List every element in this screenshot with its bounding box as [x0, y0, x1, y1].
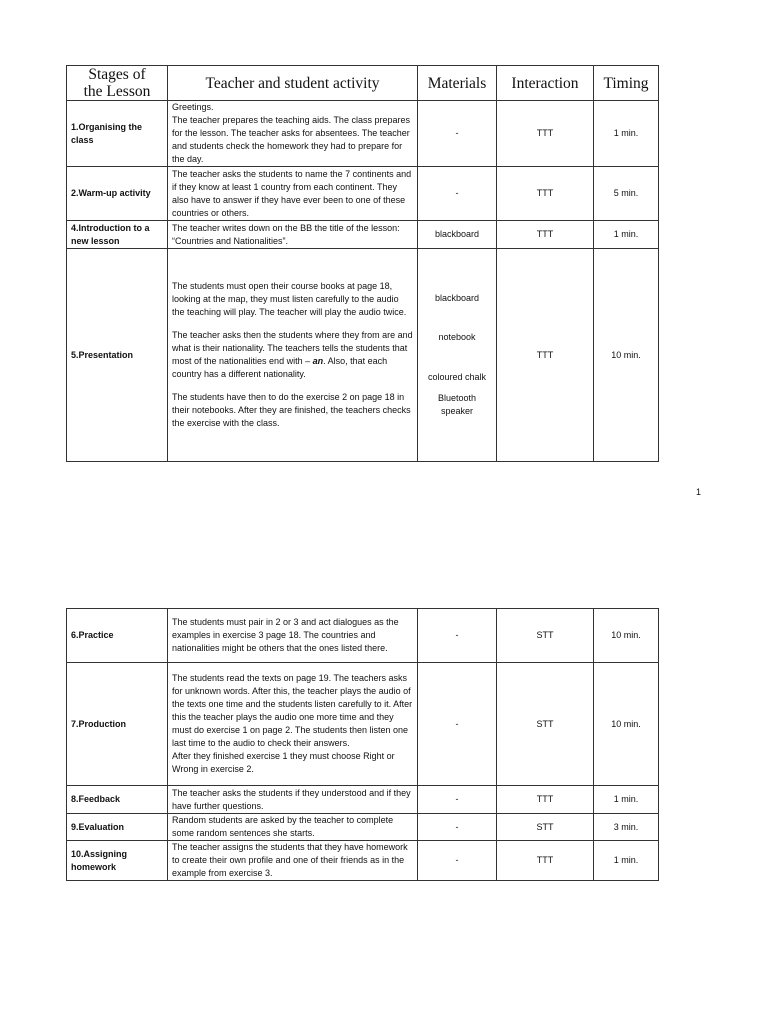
- activity-cell: The students read the texts on page 19. The teachers asks for unknown words. After this, the teacher plays the audio of the texts one time and the students listen carefully to it. After this the teacher plays the audio one more time and they must do exercise 1 on page 2. The students then listen one last time to the audio to check their answers. After they finished exercise 1 they must choose Right or Wrong in exercise 2.: [168, 663, 418, 786]
- interaction-cell: TTT: [497, 841, 594, 881]
- timing-cell: 1 min.: [594, 221, 659, 249]
- stage-cell: 9.Evaluation: [67, 814, 168, 841]
- interaction-cell: STT: [497, 663, 594, 786]
- interaction-cell: STT: [497, 609, 594, 663]
- materials-cell: -: [418, 786, 497, 814]
- interaction-cell: TTT: [497, 167, 594, 221]
- interaction-cell: TTT: [497, 786, 594, 814]
- timing-cell: 3 min.: [594, 814, 659, 841]
- materials-cell: -: [418, 167, 497, 221]
- interaction-cell: TTT: [497, 101, 594, 167]
- table-row: [67, 101, 659, 167]
- materials-cell: -: [418, 663, 497, 786]
- timing-cell: 10 min.: [594, 249, 659, 462]
- table-row: [67, 609, 659, 663]
- table-row: [67, 167, 659, 221]
- table-row: [67, 221, 659, 249]
- table-row: [67, 663, 659, 786]
- stage-cell: 7.Production: [67, 663, 168, 786]
- materials-cell: -: [418, 609, 497, 663]
- activity-cell: [168, 249, 418, 462]
- header-stages: Stages of the Lesson: [67, 66, 168, 101]
- activity-cell: The teacher assigns the students that they have homework to create their own profile and one of their friends as in the example from exercise 3.: [168, 841, 418, 881]
- activity-cell: The teacher writes down on the BB the title of the lesson: “Countries and Nationalities”.: [168, 221, 418, 249]
- interaction-cell: STT: [497, 814, 594, 841]
- materials-cell: -: [418, 101, 497, 167]
- timing-cell: 5 min.: [594, 167, 659, 221]
- stage-cell: 4.Introduction to a new lesson: [67, 221, 168, 249]
- stage-cell: 6.Practice: [67, 609, 168, 663]
- table-header-row: [67, 66, 659, 101]
- timing-cell: 10 min.: [594, 609, 659, 663]
- table-row: [67, 786, 659, 814]
- activity-paragraph: The students have then to do the exercise 2 on page 18 in their notebooks. After they are finished, the teachers checks the exercise with the class.: [172, 392, 411, 428]
- timing-cell: 1 min.: [594, 786, 659, 814]
- table-row: [67, 841, 659, 881]
- lesson-plan-table-page2: [66, 608, 659, 881]
- stage-cell: 1.Organising the class: [67, 101, 168, 167]
- table-row: [67, 249, 659, 462]
- material-item: Bluetooth speaker: [437, 393, 477, 416]
- material-item: blackboard: [434, 293, 480, 303]
- activity-cell: The students must pair in 2 or 3 and act dialogues as the examples in exercise 3 page 18. The countries and nationalities might be others that the ones listed there.: [168, 609, 418, 663]
- activity-cell: The teacher asks the students to name the 7 continents and if they know at least 1 country from each continent. They also have to answer if they have ever been to one of these countries or others.: [168, 167, 418, 221]
- material-item: notebook: [438, 332, 476, 342]
- header-interaction: Interaction: [497, 66, 594, 101]
- stage-cell: 10.Assigning homework: [67, 841, 168, 881]
- stage-cell: 5.Presentation: [67, 249, 168, 462]
- activity-cell: Random students are asked by the teacher to complete some random sentences she starts.: [168, 814, 418, 841]
- timing-cell: 1 min.: [594, 841, 659, 881]
- timing-cell: 1 min.: [594, 101, 659, 167]
- lesson-plan-table-page1: [66, 65, 659, 462]
- page-number: 1: [696, 487, 702, 497]
- materials-cell: [418, 249, 497, 462]
- header-materials: Materials: [418, 66, 497, 101]
- material-item: coloured chalk: [427, 372, 487, 382]
- activity-paragraph: The students must open their course books at page 18, looking at the map, they must listen carefully to the audio the teaching will play. The teacher will play the audio twice.: [172, 281, 407, 317]
- stage-cell: 8.Feedback: [67, 786, 168, 814]
- materials-cell: -: [418, 841, 497, 881]
- stage-cell: 2.Warm-up activity: [67, 167, 168, 221]
- header-timing: Timing: [594, 66, 659, 101]
- activity-cell: Greetings. The teacher prepares the teaching aids. The class prepares for the lesson. The teacher asks for absentees. The teacher and students check the homework they had to prepare for the day.: [168, 101, 418, 167]
- materials-cell: -: [418, 814, 497, 841]
- materials-cell: blackboard: [418, 221, 497, 249]
- interaction-cell: TTT: [497, 249, 594, 462]
- activity-cell: The teacher asks the students if they understood and if they have further questions.: [168, 786, 418, 814]
- header-activity: Teacher and student activity: [168, 66, 418, 101]
- activity-paragraph: The teacher asks then the students where they from are and what is their nationality. The teachers tells the students that most of the nationalities end with – an. Also, that each country has a different nationality.: [172, 330, 413, 379]
- timing-cell: 10 min.: [594, 663, 659, 786]
- table-row: [67, 814, 659, 841]
- interaction-cell: TTT: [497, 221, 594, 249]
